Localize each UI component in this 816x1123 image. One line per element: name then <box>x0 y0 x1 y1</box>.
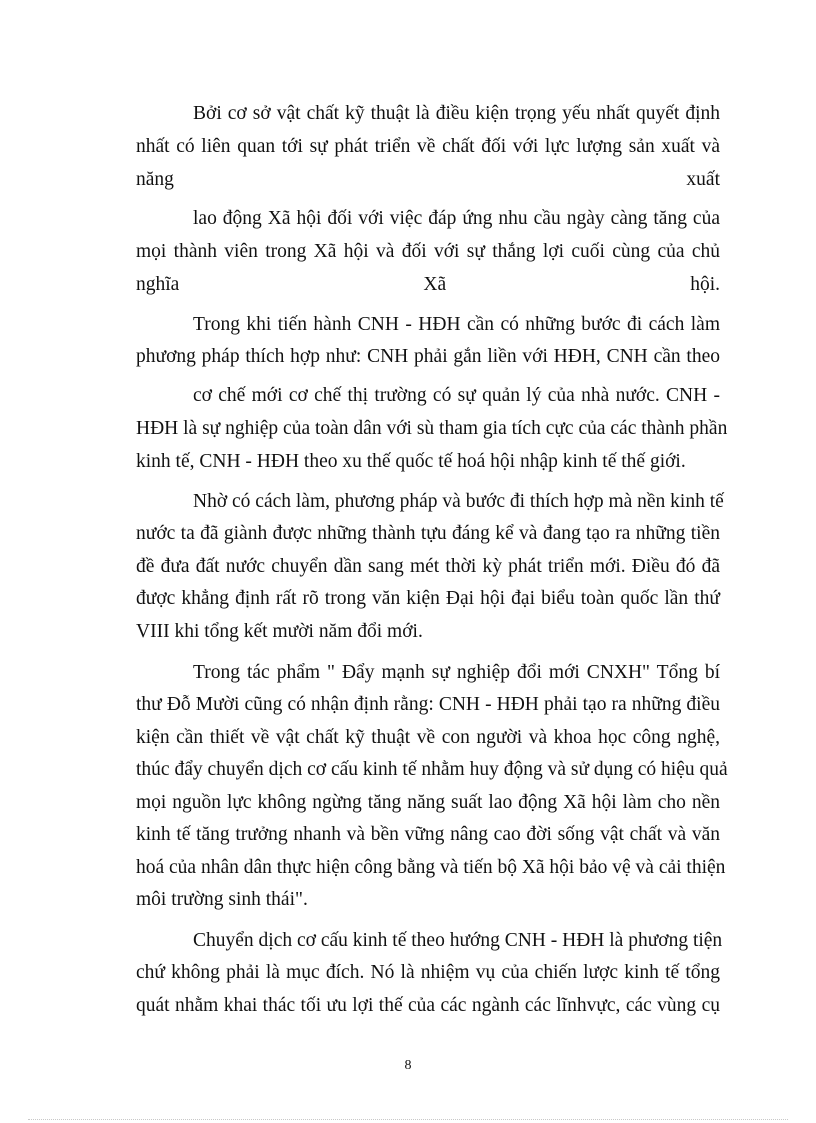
page-number: 8 <box>404 1058 412 1073</box>
text-line: quát nhằm khai thác tối ưu lợi thế của các ngành các lĩnhvực, các vùng cụ <box>136 995 720 1016</box>
text-line: Nhờ có cách làm, phương pháp và bước đi thích hợp mà nền kinh tế <box>193 491 724 512</box>
text-line: nhất có liên quan tới sự phát triển về chất đối với lực lượng sản xuất và <box>136 136 720 157</box>
text-line: kiện cần thiết về vật chất kỹ thuật về con người và khoa học công nghệ, <box>136 727 720 748</box>
text-line: phương pháp thích hợp như: CNH phải gắn liền với HĐH, CNH cần theo <box>136 346 720 367</box>
text-line: HĐH là sự nghiệp của toàn dân với sù tham gia tích cực của các thành phần <box>136 418 728 439</box>
text-line: thúc đẩy chuyển dịch cơ cấu kinh tế nhằm huy động và sử dụng có hiệu quả <box>136 759 728 780</box>
text-line: Bởi cơ sở vật chất kỹ thuật là điều kiện trọng yếu nhất quyết định <box>193 103 720 124</box>
text-line: đề đưa đất nước chuyển dần sang mét thời kỳ phát triển mới. Điều đó đã <box>136 556 720 577</box>
text-line: chứ không phải là mục đích. Nó là nhiệm vụ của chiến lược kinh tế tổng <box>136 962 720 983</box>
text-line: hoá của nhân dân thực hiện công bằng và tiến bộ Xã hội bảo vệ và cải thiện <box>136 857 726 878</box>
text-line: mọi thành viên trong Xã hội và đối với sự thắng lợi cuối cùng của chủ <box>136 241 720 262</box>
text-line: thư Đỗ Mười cũng có nhận định rằng: CNH - HĐH phải tạo ra những điều <box>136 694 720 715</box>
text-line: được khẳng định rất rõ trong văn kiện Đại hội đại biểu toàn quốc lần thứ <box>136 588 720 609</box>
text-line: năng xuất <box>136 169 720 190</box>
page-bottom-rule <box>28 1119 788 1120</box>
text-line: Trong khi tiến hành CNH - HĐH cần có những bước đi cách làm <box>193 314 720 335</box>
text-line: Trong tác phẩm " Đẩy mạnh sự nghiệp đổi mới CNXH" Tổng bí <box>193 662 720 683</box>
text-line: môi trường sinh thái". <box>136 889 308 910</box>
text-line: kinh tế, CNH - HĐH theo xu thế quốc tế hoá hội nhập kinh tế thế giới. <box>136 451 686 472</box>
text-line: nghĩa Xã hội. <box>136 274 720 295</box>
text-line: VIII khi tổng kết mười năm đổi mới. <box>136 621 423 642</box>
text-line: lao động Xã hội đối với việc đáp ứng nhu cầu ngày càng tăng của <box>193 208 720 229</box>
text-line: nước ta đã giành được những thành tựu đáng kể và đang tạo ra những tiền <box>136 523 720 544</box>
text-line: cơ chế mới cơ chế thị trường có sự quản lý của nhà nước. CNH - <box>193 385 720 406</box>
text-line: kinh tế tăng trưởng nhanh và bền vững nâng cao đời sống vật chất và văn <box>136 824 720 845</box>
text-line: mọi nguồn lực không ngừng tăng năng suất lao động Xã hội làm cho nền <box>136 792 720 813</box>
text-line: Chuyển dịch cơ cấu kinh tế theo hướng CNH - HĐH là phương tiện <box>193 930 723 951</box>
